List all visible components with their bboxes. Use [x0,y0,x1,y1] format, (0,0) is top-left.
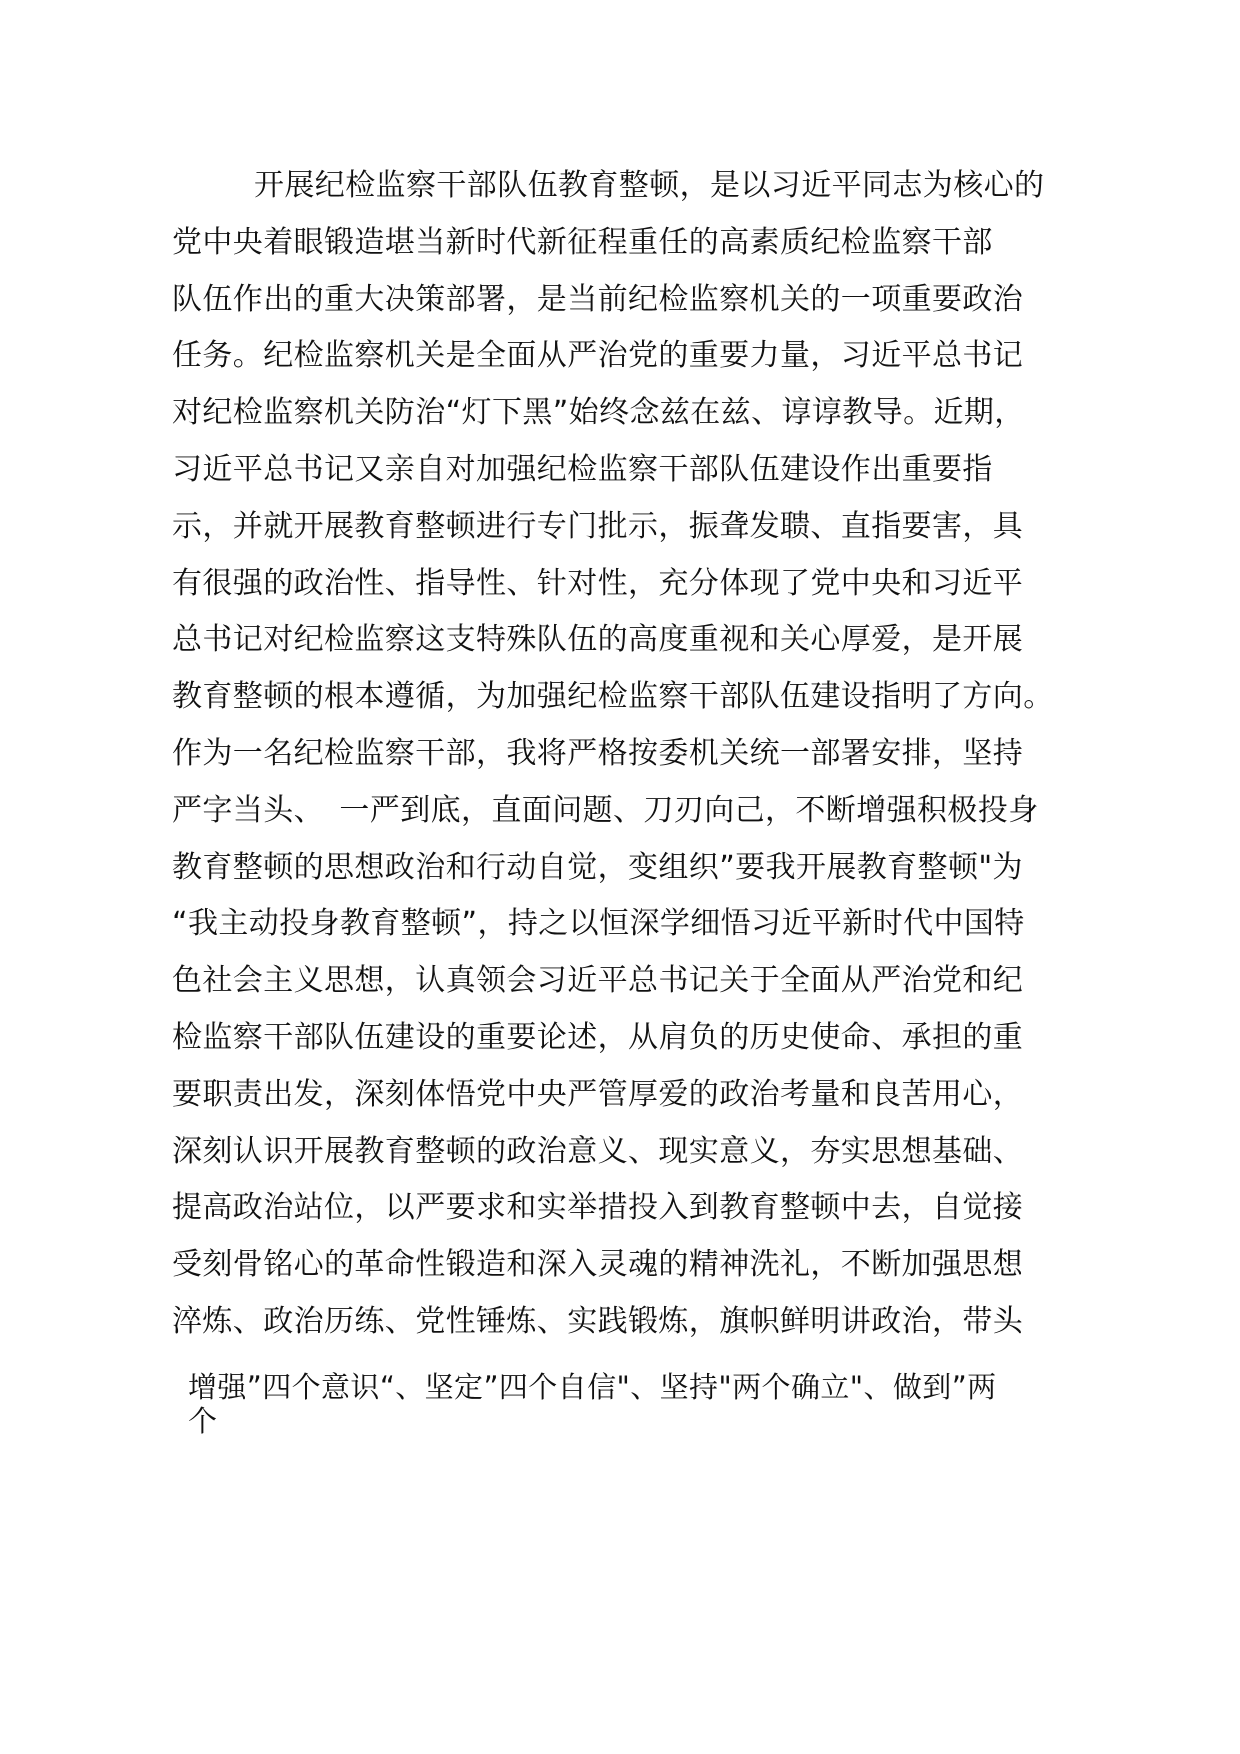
text-line: 受刻骨铭心的革命性锻造和深入灵魂的精神洗礼，不断加强思想 [172,1247,1024,1283]
text-line: 严字当头、 一严到底，直面问题、刀刃向己，不断增强积极投身 [172,792,1039,828]
text-line: 对纪检监察机关防治“灯下黑”始终念兹在兹、谆谆教导。近期， [172,395,1025,431]
text-line: 教育整顿的思想政治和行动自觉，变组织”要我开展教育整顿"为 [172,849,1023,885]
tail-paragraph [188,1370,1068,1438]
text-line: 任务。纪检监察机关是全面从严治党的重要力量，习近平总书记 [172,338,1024,374]
text-line: 党中央着眼锻造堪当新时代新征程重任的高素质纪检监察干部 [172,224,993,260]
text-line: “我主动投身教育整顿”，持之以恒深学细悟习近平新时代中国特 [172,906,1025,942]
text-line: 习近平总书记又亲自对加强纪检监察干部队伍建设作出重要指 [172,451,993,487]
text-line: 有很强的政治性、指导性、针对性，充分体现了党中央和习近平 [172,565,1024,601]
text-line: 作为一名纪检监察干部，我将严格按委机关统一部署安排，坚持 [172,735,1024,771]
body-paragraph [172,158,1062,1351]
text-line: 总书记对纪检监察这支特殊队伍的高度重视和关心厚爱，是开展 [172,622,1024,658]
tail-line: 个 [188,1404,218,1438]
text-line: 淬炼、政治历练、党性锤炼、实践锻炼，旗帜鲜明讲政治，带头 [172,1303,1024,1339]
text-line: 检监察干部队伍建设的重要论述，从肩负的历史使命、承担的重 [172,1019,1024,1055]
text-line: 提高政治站位，以严要求和实举措投入到教育整顿中去，自觉接 [172,1190,1024,1226]
text-line: 示，并就开展教育整顿进行专门批示，振聋发聩、直指要害，具 [172,508,1024,544]
text-line: 深刻认识开展教育整顿的政治意义、现实意义，夯实思想基础、 [172,1133,1024,1169]
text-line: 开展纪检监察干部队伍教育整顿，是以习近平同志为核心的 [254,168,1045,203]
tail-line: 增强”四个意识“、坚定”四个自信"、坚持"两个确立"、做到”两 [188,1370,997,1404]
text-line: 队伍作出的重大决策部署，是当前纪检监察机关的一项重要政治 [172,281,1024,317]
text-line: 要职责出发，深刻体悟党中央严管厚爱的政治考量和良苦用心， [172,1076,1024,1112]
text-line: 教育整顿的根本遵循，为加强纪检监察干部队伍建设指明了方向。 [172,679,1054,715]
text-line: 色社会主义思想，认真领会习近平总书记关于全面从严治党和纪 [172,963,1024,999]
